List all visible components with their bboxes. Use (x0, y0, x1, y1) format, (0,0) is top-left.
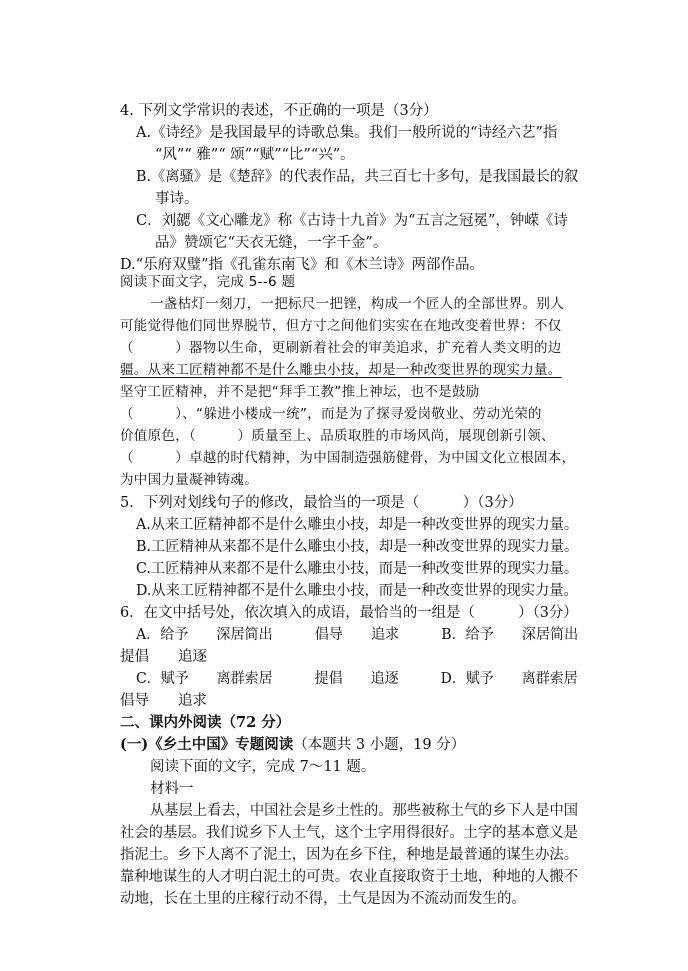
q6-options-ab-line1: A．给予 深居简出 倡导 追求 B．给予 深居简出 (136, 627, 579, 643)
material-line2: 社会的基层。我们说乡下人土气，这个土字用得很好。土字的基本意义是 (120, 825, 579, 841)
q4-option-d: D.“乐府双璧”指《孔雀东南飞》和《木兰诗》两部作品。 (120, 257, 485, 273)
q4-stem: 4. 下列文学常识的表述，不正确的一项是（3分） (120, 103, 438, 119)
q4-option-a-line2: “风”“ 雅”“ 颂”“赋”“比”“兴”。 (155, 147, 355, 163)
reading1-line3: （ ）器物以生命，更刷新着社会的审美追求，扩充着人类文明的边 (120, 340, 562, 356)
reading1-line2: 可能觉得他们同世界脱节，但方寸之间他们实实在在地改变着世界：不仅 (120, 318, 562, 334)
q6-options-ab-line2: 提倡 追逐 (120, 649, 207, 665)
section2-title: 二、课内外阅读（72 分） (120, 714, 291, 731)
reading1-line8: （ ）卓越的时代精神，为中国制造强筋健骨，为中国文化立根固本， (120, 450, 576, 466)
reading1-line4-underlined: 疆。从来工匠精神都不是什么雕虫小技，却是一种改变世界的现实力量。 (120, 362, 562, 378)
reading1-line5: 坚守工匠精神，并不是把“拜手工教”推上神坛，也不是鼓励 (120, 384, 480, 400)
q6-stem: 6．在文中括号处，依次填入的成语，最恰当的一组是（ ）（3分） (120, 605, 578, 621)
reading1-intro: 阅读下面文字，完成 5--6 题 (120, 274, 296, 290)
section2-subtitle-bold: (一)《乡土中国》专题阅读 (120, 736, 294, 753)
reading1-line7: 价值原色，（ ）质量至上、品质取胜的市场风尚，展现创新引领、 (120, 428, 555, 444)
q4-option-a-line1: A.《诗经》是我国最早的诗歌总集。我们一般所说的“诗经六艺”指 (136, 125, 558, 141)
q4-option-b-line1: B.《离骚》是《楚辞》的代表作品，共三百七十多句，是我国最长的叙 (136, 169, 579, 185)
reading1-line1: 一盏枯灯一刻刀，一把标尺一把锉，构成一个匠人的全部世界。别人 (150, 296, 564, 312)
section2-subtitle (120, 738, 465, 753)
q4-option-b-line2: 事诗。 (155, 191, 199, 207)
material-line3: 指泥土。乡下人离不了泥土，因为在乡下住，种地是最普通的谋生办法。 (120, 847, 579, 863)
material-label: 材料一 (150, 781, 194, 797)
q4-option-c-line2: 品》赞颂它“天衣无缝，一字千金”。 (155, 235, 388, 251)
reading1-line6: （ ）、“躲进小楼成一统”，而是为了探寻爱岗敬业、劳动光荣的 (120, 406, 542, 422)
q6-options-cd-line2: 倡导 追求 (120, 693, 207, 709)
q4-option-c-line1: C．刘勰《文心雕龙》称《古诗十九首》为“五言之冠冕”，钟嵘《诗 (136, 213, 568, 229)
section2-subtitle-rest: （本题共 3 小题，19 分） (293, 737, 466, 753)
section2-intro: 阅读下面的文字，完成 7～11 题。 (150, 759, 376, 775)
q5-option-b: B.工匠精神从来都不是什么雕虫小技，却是一种改变世界的现实力量。 (136, 539, 579, 555)
q6-options-cd-line1: C．赋予 离群索居 提倡 追逐 D．赋予 离群索居 (136, 671, 578, 687)
material-line1: 从基层上看去，中国社会是乡土性的。那些被称土气的乡下人是中国 (150, 803, 578, 819)
q5-option-d: D.从来工匠精神都不是什么雕虫小技，而是一种改变世界的现实力量。 (136, 583, 578, 599)
material-line5: 动地，长在土里的庄稼行动不得，土气是因为不流动而发生的。 (120, 891, 526, 907)
q5-option-c: C.工匠精神从来都不是什么雕虫小技，而是一种改变世界的现实力量。 (136, 561, 579, 577)
material-line4: 靠种地谋生的人才明白泥土的可贵。农业直接取资于土地，种地的人搬不 (120, 869, 579, 885)
reading1-line9: 为中国力量凝神铸魂。 (120, 472, 258, 488)
q5-option-a: A.从来工匠精神都不是什么雕虫小技，却是一种改变世界的现实力量。 (136, 517, 579, 533)
q5-stem: 5．下列对划线句子的修改，最恰当的一项是（ ）（3分） (120, 495, 523, 511)
